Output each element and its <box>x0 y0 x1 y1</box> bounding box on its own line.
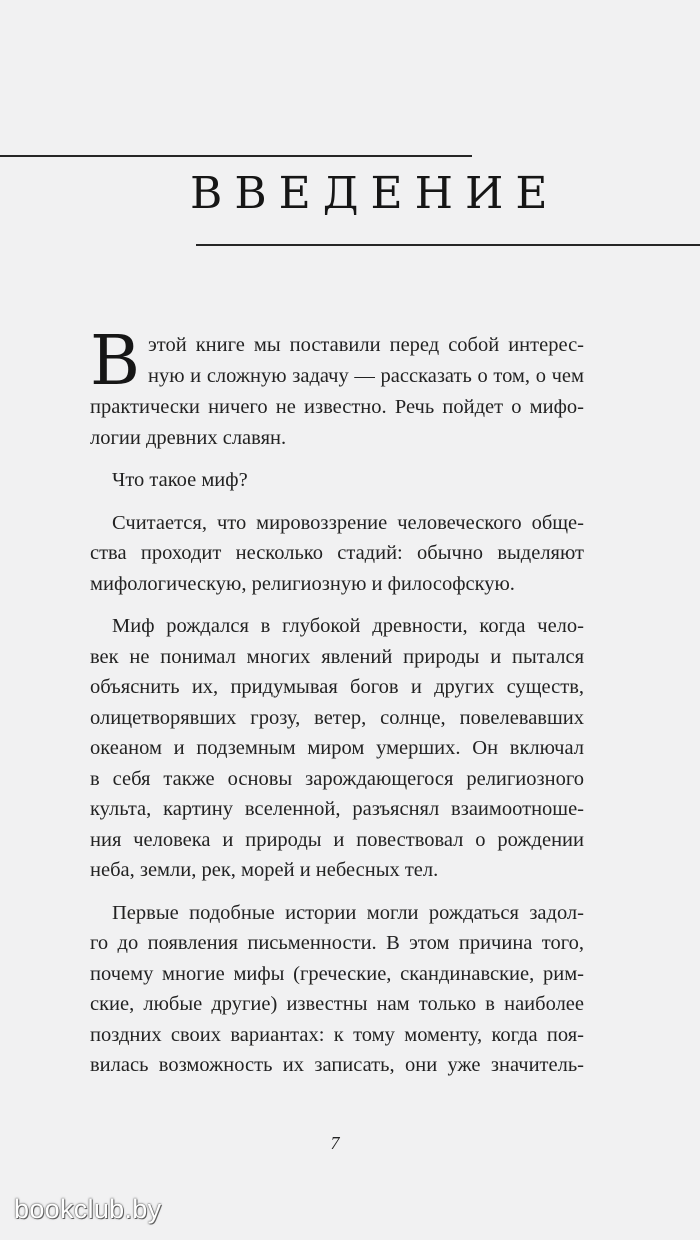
text-line: Считается, что мировоззрение человеческого обще- <box>112 511 584 534</box>
paragraph-4 <box>90 611 584 886</box>
text-line: ские, любые другие) известны нам только в наиболее <box>90 993 584 1015</box>
text-line: Миф рождался в глубокой древности, когда чело- <box>112 615 584 637</box>
text-line: практически ничего не известно. Речь пойдет о мифо- <box>90 396 584 418</box>
paragraph-5 <box>90 898 584 1081</box>
text-line: ства проходит несколько стадий: обычно выделяют <box>90 542 584 564</box>
text-line: Первые подобные истории могли рождаться задол- <box>112 901 584 924</box>
text-line: почему многие мифы (греческие, скандинавские, рим- <box>90 962 584 985</box>
paragraph-3 <box>90 508 584 600</box>
text-line: олицетворявших грозу, ветер, солнце, повелевавших <box>90 706 584 729</box>
text-line: океаном и подземным миром умерших. Он включал <box>90 737 584 759</box>
drop-cap: В <box>90 322 140 401</box>
page-number: 7 <box>330 1133 340 1153</box>
chapter-rule-bottom <box>196 244 700 246</box>
text-line: ния человека и природы и повествовал о рождении <box>90 828 584 851</box>
text-line: Что такое миф? <box>112 469 248 491</box>
text-line: в себя также основы зарождающегося религиозного <box>90 767 584 790</box>
text-line: неба, земли, рек, морей и небесных тел. <box>90 859 439 881</box>
chapter-title: ВВЕДЕНИЕ <box>190 168 560 219</box>
text-line: вилась возможность их записать, они уже значитель- <box>90 1054 584 1076</box>
text-line: мифологическую, религиозную и философскую. <box>90 572 515 595</box>
text-line: поздних своих вариантах: к тому моменту, когда поя- <box>90 1023 584 1046</box>
text-line: го до появления письменности. В этом причина того, <box>90 932 584 954</box>
text-line: логии древних славян. <box>90 426 287 449</box>
text-line: культа, картину вселенной, разъяснял взаимоотноше- <box>90 798 584 820</box>
text-line: объяснить их, придумывая богов и других существ, <box>90 676 584 698</box>
text-line: ную и сложную задачу — рассказать о том, о чем <box>147 364 584 387</box>
paragraph-2 <box>90 465 584 496</box>
chapter-rule-top <box>0 155 472 157</box>
body-text <box>90 322 584 1081</box>
text-line: этой книге мы поставили перед собой интерес- <box>147 334 584 356</box>
text-line: век не понимал многих явлений природы и пытался <box>90 645 584 668</box>
watermark: bookclub.by <box>14 1194 162 1224</box>
paragraph-1 <box>90 322 584 453</box>
